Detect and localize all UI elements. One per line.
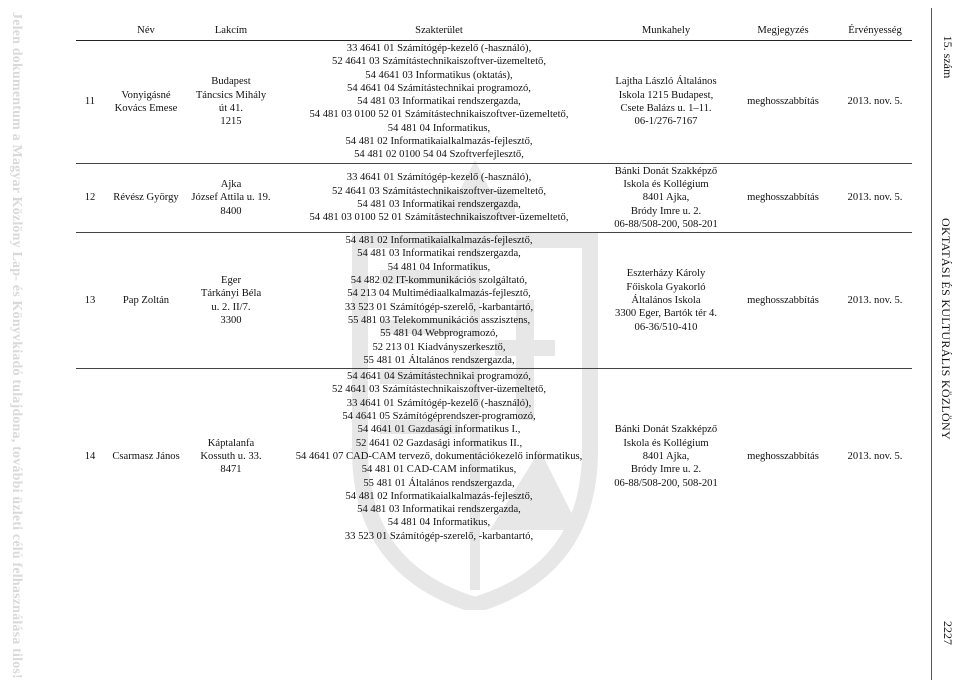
name-line: Révész György	[113, 192, 179, 204]
address-line: Budapest	[211, 76, 251, 88]
address-line: 3300	[220, 314, 242, 326]
workplace-cell	[604, 41, 728, 164]
address-cell	[188, 233, 274, 369]
header-index	[76, 24, 104, 41]
qualification-item: 33 4641 01 Számítógép-kezelő (-használó),	[346, 397, 532, 409]
workplace-line: Csete Balázs u. 1–11.	[620, 102, 712, 114]
workplace-line: Bánki Donát Szakképző	[614, 424, 718, 436]
qualification-item: 55 481 01 Általános rendszergazda,	[363, 477, 515, 489]
qualification-item: 54 481 03 0100 52 01 Számítástechnikaiszoftver-üzemeltető,	[309, 109, 569, 121]
address-line: 1215	[220, 116, 242, 128]
header-note: Megjegyzés	[728, 24, 838, 41]
header-validity: Érvényesség	[838, 24, 912, 41]
row-index: 14	[76, 369, 104, 544]
table-row	[76, 369, 912, 544]
address-line: Tárkányi Béla	[200, 288, 262, 300]
page-margin-strip	[924, 0, 960, 690]
address-line: József Attila u. 19.	[191, 192, 271, 204]
qualification-item: 54 4641 04 Számítástechnikai programozó,	[347, 371, 531, 383]
workplace-cell	[604, 233, 728, 369]
note-cell: meghosszabbítás	[728, 163, 838, 232]
qualification-list	[274, 41, 604, 164]
name-line: Pap Zoltán	[122, 294, 170, 306]
name-line: Kovács Emese	[114, 102, 178, 114]
validity-cell: 2013. nov. 5.	[838, 369, 912, 544]
person-name	[104, 369, 188, 544]
journal-title: OKTATÁSI ÉS KULTURÁLIS KÖZLÖNY	[939, 218, 953, 440]
workplace-line: 06-1/276-7167	[634, 116, 698, 128]
qualification-item: 52 4641 03 Számítástechnikaiszoftver-üzemeltető,	[332, 384, 546, 396]
validity-cell: 2013. nov. 5.	[838, 163, 912, 232]
qualification-item: 54 481 03 Informatikai rendszergazda,	[357, 248, 521, 260]
address-line: 8471	[220, 464, 242, 476]
address-line: u. 2. II/7.	[211, 301, 251, 313]
row-index: 11	[84, 96, 96, 108]
person-name	[104, 41, 188, 164]
address-line: Táncsics Mihály	[195, 89, 267, 101]
workplace-line: Iskola és Kollégium	[623, 178, 709, 190]
qualification-item: 55 481 04 Webprogramozó,	[380, 328, 498, 340]
name-line: Vonyigásné	[121, 89, 171, 101]
workplace-line: Általános Iskola	[631, 294, 701, 306]
table-row	[76, 233, 912, 369]
validity-cell: 2013. nov. 5.	[838, 233, 912, 369]
qualification-item: 52 213 01 Kiadványszerkesztő,	[372, 341, 506, 353]
qualification-item: 54 4641 07 CAD-CAM tervező, dokumentációkezelő informatikus,	[295, 450, 583, 462]
qualification-item: 54 482 02 IT-kommunikációs szolgáltató,	[350, 275, 528, 287]
workplace-line: 06-88/508-200, 508-201	[614, 477, 718, 489]
workplace-line: Lajtha László Általános	[615, 76, 717, 88]
qualification-item: 54 213 04 Multimédiaalkalmazás-fejlesztő,	[347, 288, 531, 300]
address-cell	[188, 41, 274, 164]
header-field: Szakterület	[274, 24, 604, 41]
qualification-item: 52 4641 02 Gazdasági informatikus II.,	[355, 437, 523, 449]
row-index: 12	[76, 163, 104, 232]
qualification-item: 54 481 03 0100 52 01 Számítástechnikaiszoftver-üzemeltető,	[309, 212, 569, 224]
workplace-line: Eszterházy Károly	[626, 268, 706, 280]
address-line: Káptalanfa	[207, 437, 255, 449]
address-cell	[188, 369, 274, 544]
workplace-line: Iskola és Kollégium	[623, 437, 709, 449]
qualification-item: 55 481 03 Telekommunikációs asszisztens,	[347, 314, 531, 326]
qualification-list	[274, 163, 604, 232]
qualification-list	[274, 369, 604, 544]
person-name	[104, 233, 188, 369]
qualification-item: 52 4641 03 Számítástechnikaiszoftver-üzemeltető,	[332, 185, 546, 197]
address-line: 8400	[220, 205, 242, 217]
qualification-item: 54 481 03 Informatikai rendszergazda,	[357, 504, 521, 516]
qualification-item: 54 481 02 0100 54 04 Szoftverfejlesztő,	[354, 149, 524, 161]
note-cell: meghosszabbítás	[728, 233, 838, 369]
address-line: Eger	[221, 275, 241, 287]
person-name	[104, 163, 188, 232]
copyright-watermark: Jelen dokumentum a Magyar Közlöny Lap- és Könyvkiadó tulajdona, további üzleti célú felhasználása tilos!	[9, 12, 24, 679]
workplace-line: 06-36/510-410	[634, 321, 698, 333]
qualification-item: 54 4641 04 Számítástechnikai programozó,	[347, 82, 531, 94]
qualification-item: 54 481 03 Informatikai rendszergazda,	[357, 96, 521, 108]
qualification-item: 54 481 04 Informatikus,	[387, 261, 491, 273]
qualification-list	[274, 233, 604, 369]
qualification-item: 54 481 01 CAD-CAM informatikus,	[361, 464, 517, 476]
qualification-item: 52 4641 03 Számítástechnikaiszoftver-üzemeltető,	[332, 56, 546, 68]
workplace-line: Főiskola Gyakorló	[626, 281, 706, 293]
qualification-item: 33 4641 01 Számítógép-kezelő (-használó),	[346, 172, 532, 184]
teacher-registry-table	[76, 24, 912, 544]
workplace-line: Bródy Imre u. 2.	[630, 205, 702, 217]
workplace-cell	[604, 163, 728, 232]
qualification-item: 33 4641 01 Számítógép-kezelő (-használó),	[346, 43, 532, 54]
qualification-item: 54 481 04 Informatikus,	[387, 122, 491, 134]
qualification-item: 54 481 02 Informatikaialkalmazás-fejlesztő,	[345, 136, 533, 148]
row-index: 13	[76, 233, 104, 369]
name-line: Csarmasz János	[112, 450, 180, 462]
address-line: út 41.	[218, 102, 244, 114]
workplace-line: 8401 Ajka,	[642, 450, 690, 462]
page-number: 2227	[941, 621, 955, 645]
workplace-cell	[604, 369, 728, 544]
address-line: Kossuth u. 33.	[200, 450, 262, 462]
qualification-item: 54 4641 05 Számítógéprendszer-programozó,	[342, 411, 536, 423]
header-workplace: Munkahely	[604, 24, 728, 41]
qualification-item: 33 523 01 Számítógép-szerelő, -karbantartó,	[344, 301, 534, 313]
header-name: Név	[104, 24, 188, 41]
qualification-item: 55 481 01 Általános rendszergazda,	[363, 354, 515, 366]
qualification-item: 33 523 01 Számítógép-szerelő, -karbantartó,	[344, 530, 534, 542]
qualification-item: 54 481 02 Informatikaialkalmazás-fejlesztő,	[345, 490, 533, 502]
note-cell: meghosszabbítás	[728, 369, 838, 544]
address-cell	[188, 163, 274, 232]
workplace-line: Bródy Imre u. 2.	[630, 464, 702, 476]
workplace-line: 8401 Ajka,	[642, 192, 690, 204]
issue-number: 15. szám	[941, 35, 955, 79]
workplace-line: 06-88/508-200, 508-201	[614, 218, 718, 230]
qualification-item: 54 4641 01 Gazdasági informatikus I.,	[357, 424, 521, 436]
note-cell: meghosszabbítás	[747, 96, 819, 108]
validity-cell: 2013. nov. 5.	[847, 96, 903, 108]
header-address: Lakcím	[188, 24, 274, 41]
qualification-item: 54 481 02 Informatikaialkalmazás-fejlesztő,	[345, 235, 533, 247]
workplace-line: Iskola 1215 Budapest,	[618, 89, 714, 101]
qualification-item: 54 481 03 Informatikai rendszergazda,	[357, 198, 521, 210]
table-row	[76, 41, 912, 164]
workplace-line: 3300 Eger, Bartók tér 4.	[615, 308, 717, 320]
qualification-item: 54 481 04 Informatikus,	[387, 517, 491, 529]
qualification-item: 54 4641 03 Informatikus (oktatás),	[365, 69, 513, 81]
address-line: Ajka	[220, 178, 242, 190]
table-header-row	[76, 24, 912, 41]
workplace-line: Bánki Donát Szakképző	[614, 165, 718, 177]
table-row	[76, 163, 912, 232]
